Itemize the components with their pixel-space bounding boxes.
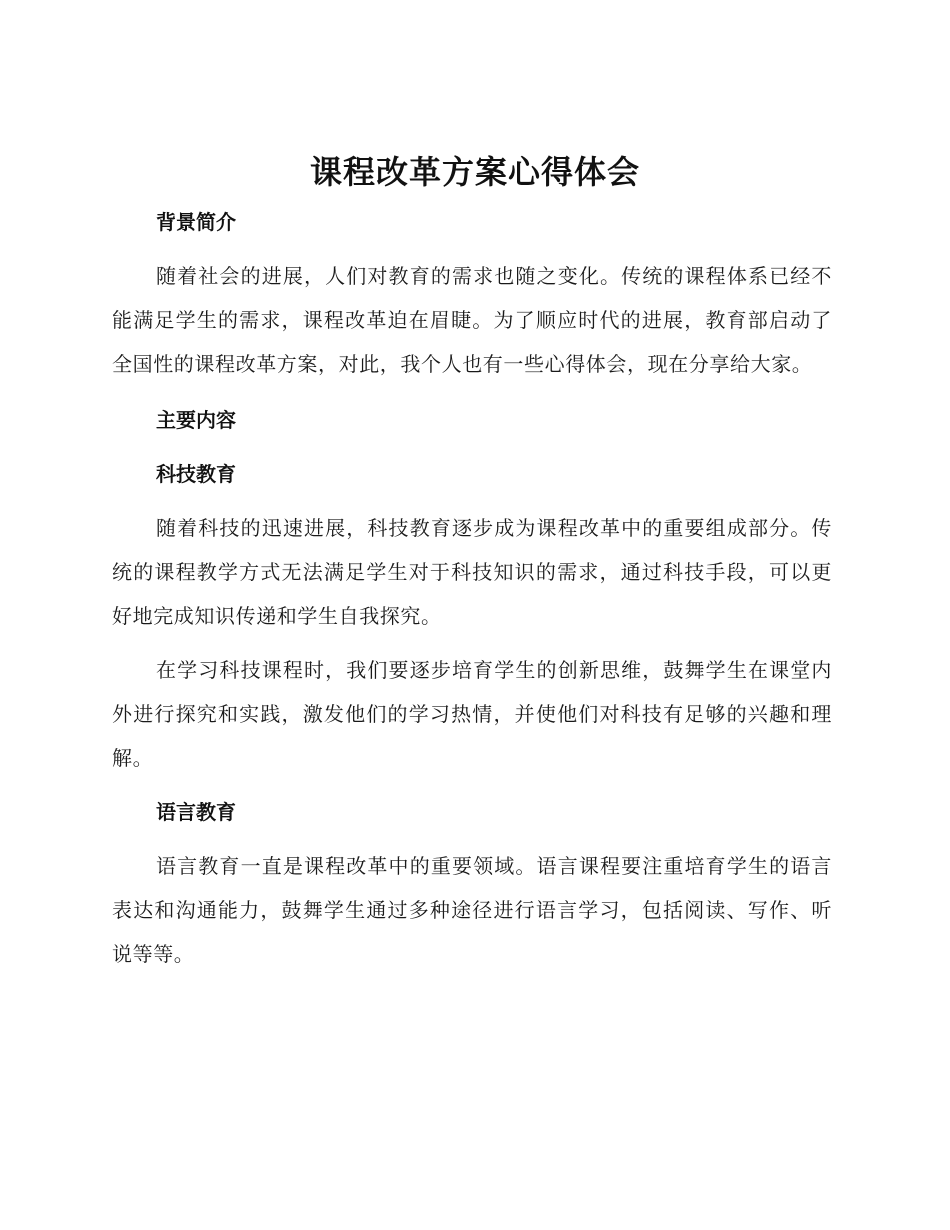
document-title: 课程改革方案心得体会 [309, 153, 640, 191]
paragraph-tech-education-1: 随着科技的迅速进展，科技教育逐步成为课程改革中的重要组成部分。传统的课程教学方式无法满足学生对于科技知识的需求，通过科技手段，可以更好地完成知识传递和学生自我探究。 [112, 516, 832, 628]
document-body [112, 200, 832, 976]
paragraph-background: 随着社会的进展，人们对教育的需求也随之变化。传统的课程体系已经不能满足学生的需求，课程改革迫在眉睫。为了顺应时代的进展，教育部启动了全国性的课程改革方案，对此，我个人也有一些心得体会，现在分享给大家。 [112, 264, 832, 376]
paragraph-language-education: 语言教育一直是课程改革中的重要领域。语言课程要注重培育学生的语言表达和沟通能力，鼓舞学生通过多种途径进行语言学习，包括阅读、写作、听说等等。 [112, 854, 832, 966]
section-heading-main-content: 主要内容 [156, 408, 236, 432]
paragraph-tech-education-2: 在学习科技课程时，我们要逐步培育学生的创新思维，鼓舞学生在课堂内外进行探究和实践，激发他们的学习热情，并使他们对科技有足够的兴趣和理解。 [112, 658, 832, 770]
section-heading-background: 背景简介 [156, 210, 236, 234]
section-heading-language-education: 语言教育 [156, 800, 236, 824]
section-heading-tech-education: 科技教育 [156, 462, 236, 486]
